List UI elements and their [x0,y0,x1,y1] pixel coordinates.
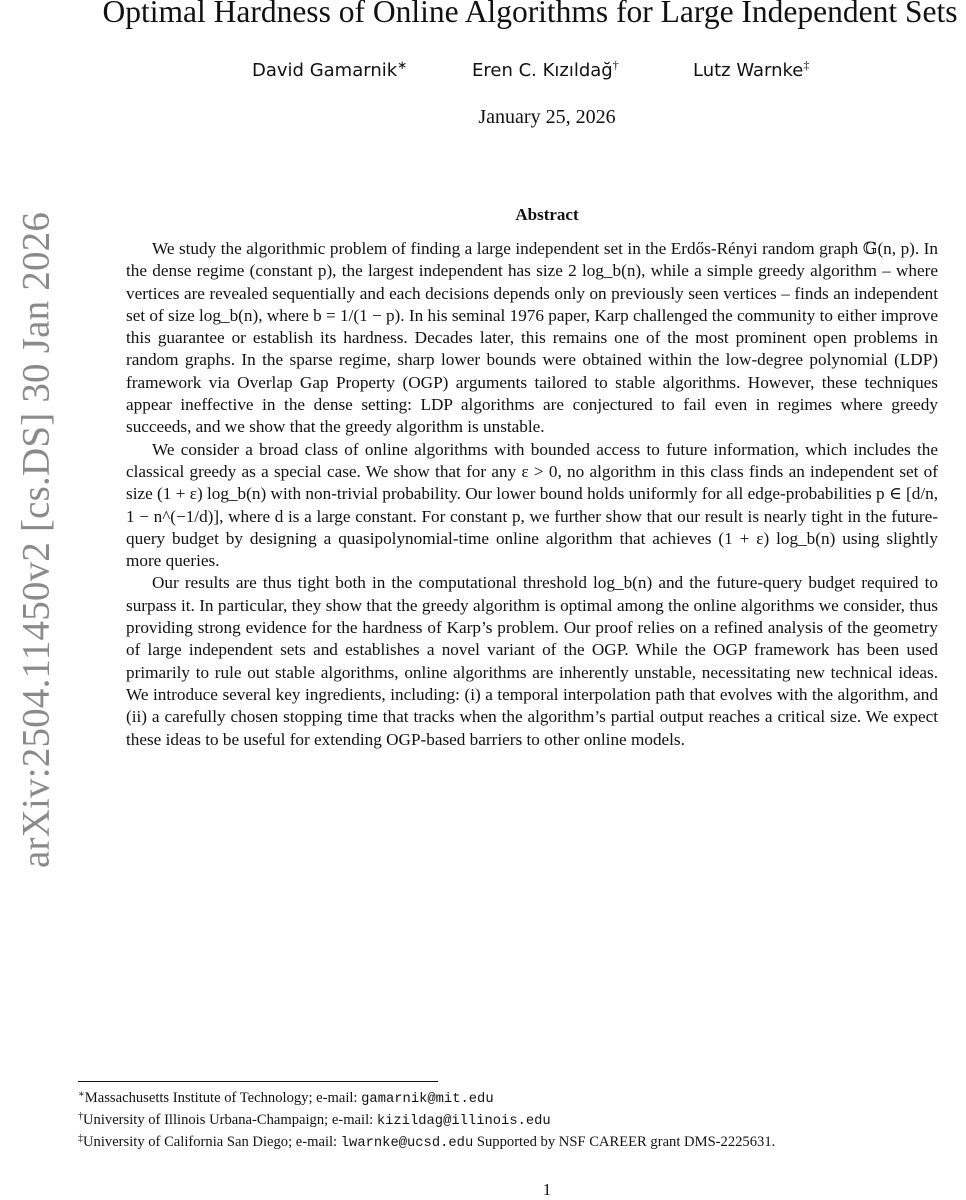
abstract-body [126,238,938,751]
footnote-email-link[interactable]: gamarnik@mit.edu [361,1092,494,1107]
paper-date: January 25, 2026 [478,106,616,128]
author-footnote-mark: ‡ [803,58,810,72]
abstract-heading: Abstract [515,205,579,224]
author-3 [693,60,809,81]
author-name: David Gamarnik [252,60,398,81]
footnote-affiliation: University of Illinois Urbana-Champaign; e-mail: [83,1112,377,1128]
page-number: 1 [542,1180,552,1199]
footnotes [78,1088,958,1154]
author-name: Lutz Warnke [693,60,804,81]
arxiv-identifier-stamp: arXiv:2504.11450v2 [cs.DS] 30 Jan 2026 [14,211,58,869]
footnote-email-link[interactable]: lwarnke@ucsd.edu [340,1136,474,1151]
author-footnote-mark: ∗ [397,58,408,72]
author-2 [472,60,619,81]
footnote-affiliation: University of California San Diego; e-mail: [83,1134,341,1150]
author-footnote-mark: † [612,58,619,72]
abstract-paragraph: Our results are thus tight both in the computational threshold log_b(n) and the future-query budget required to surpass it. In particular, they show that the greedy algorithm is optimal among the online algorithms we consider, thus providing strong evidence for the hardness of Karp’s problem. Our proof relies on a refined analysis of the geometry of large independent sets and establishes a novel variant of the OGP. While the OGP framework has been used primarily to rule out stable algorithms, online algorithms are inherently unstable, necessitating new technical ideas. We introduce several key ingredients, including: (i) a temporal interpolation path that evolves with the algorithm, and (ii) a carefully chosen stopping time that tracks when the algorithm’s partial output reaches a critical size. We expect these ideas to be useful for extending OGP-based barriers to other online models. [126,573,938,749]
footnote-mark: ∗ [78,1089,85,1100]
footnote-affiliation: Massachusetts Institute of Technology; e-mail: [84,1090,362,1106]
footnote-1 [78,1088,958,1110]
footnote-2 [78,1110,958,1132]
paper-title: Optimal Hardness of Online Algorithms for Large Independent Sets [102,0,958,29]
footnote-mark: ‡ [78,1133,83,1144]
footnote-mark: † [78,1111,83,1122]
footnote-rule [78,1081,438,1082]
footnote-grant-note: Supported by NSF CAREER grant DMS-2225631. [473,1134,776,1150]
abstract-paragraph: We study the algorithmic problem of finding a large independent set in the Erdős-Rényi random graph 𝔾(n, p). In the dense regime (constant p), the largest independent has size 2 log_b(n), while a simple greedy algorithm – where vertices are revealed sequentially and each decisions depends only on previously seen vertices – finds an independent set of size log_b(n), where b = 1/(1 − p). In his seminal 1976 paper, Karp challenged the community to either improve this guarantee or establish its hardness. Decades later, this remains one of the most prominent open problems in random graphs. In the sparse regime, sharp lower bounds were obtained within the low-degree polynomial (LDP) framework via Overlap Gap Property (OGP) arguments tailored to stable algorithms. However, these techniques appear ineffective in the dense setting: LDP algorithms are conjectured to fail even in regimes where greedy succeeds, and we show that the greedy algorithm is unstable. [126,239,938,437]
footnote-3 [78,1132,958,1154]
abstract-paragraph: We consider a broad class of online algorithms with bounded access to future information, which includes the classical greedy as a special case. We show that for any ε > 0, no algorithm in this class finds an independent set of size (1 + ε) log_b(n) with non-trivial probability. Our lower bound holds uniformly for all edge-probabilities p ∈ [d/n, 1 − n^(−1/d)], where d is a large constant. For constant p, we further show that our result is nearly tight in the future-query budget by designing a quasipolynomial-time online algorithm that achieves (1 + ε) log_b(n) using slightly more queries. [126,439,938,571]
author-1 [252,60,407,81]
author-name: Eren C. Kızıldağ [472,60,613,81]
footnote-email-link[interactable]: kizildag@illinois.edu [376,1114,551,1129]
